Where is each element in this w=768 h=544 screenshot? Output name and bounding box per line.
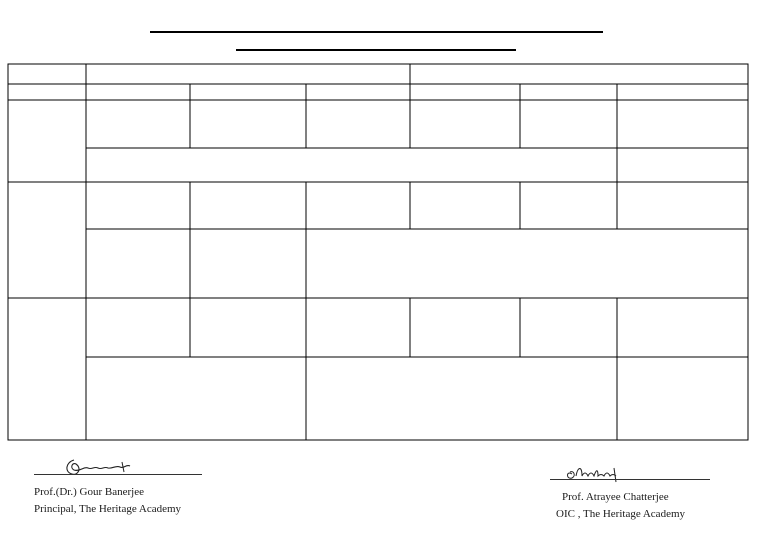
signatory-left: [34, 484, 181, 518]
signature-left: [60, 454, 140, 480]
signature-right-line: [550, 479, 710, 480]
signatory-right: [556, 489, 685, 523]
signatory-left-name: Prof.(Dr.) Gour Banerjee: [34, 486, 144, 498]
signature-right: [562, 462, 632, 484]
signature-left-line: [34, 474, 202, 475]
table-border: [8, 64, 748, 440]
signatory-left-title: Principal, The Heritage Academy: [34, 503, 182, 515]
signatory-right-title: OIC , The Heritage Academy: [556, 508, 686, 520]
signatory-right-name: Prof. Atrayee Chatterjee: [562, 491, 669, 503]
